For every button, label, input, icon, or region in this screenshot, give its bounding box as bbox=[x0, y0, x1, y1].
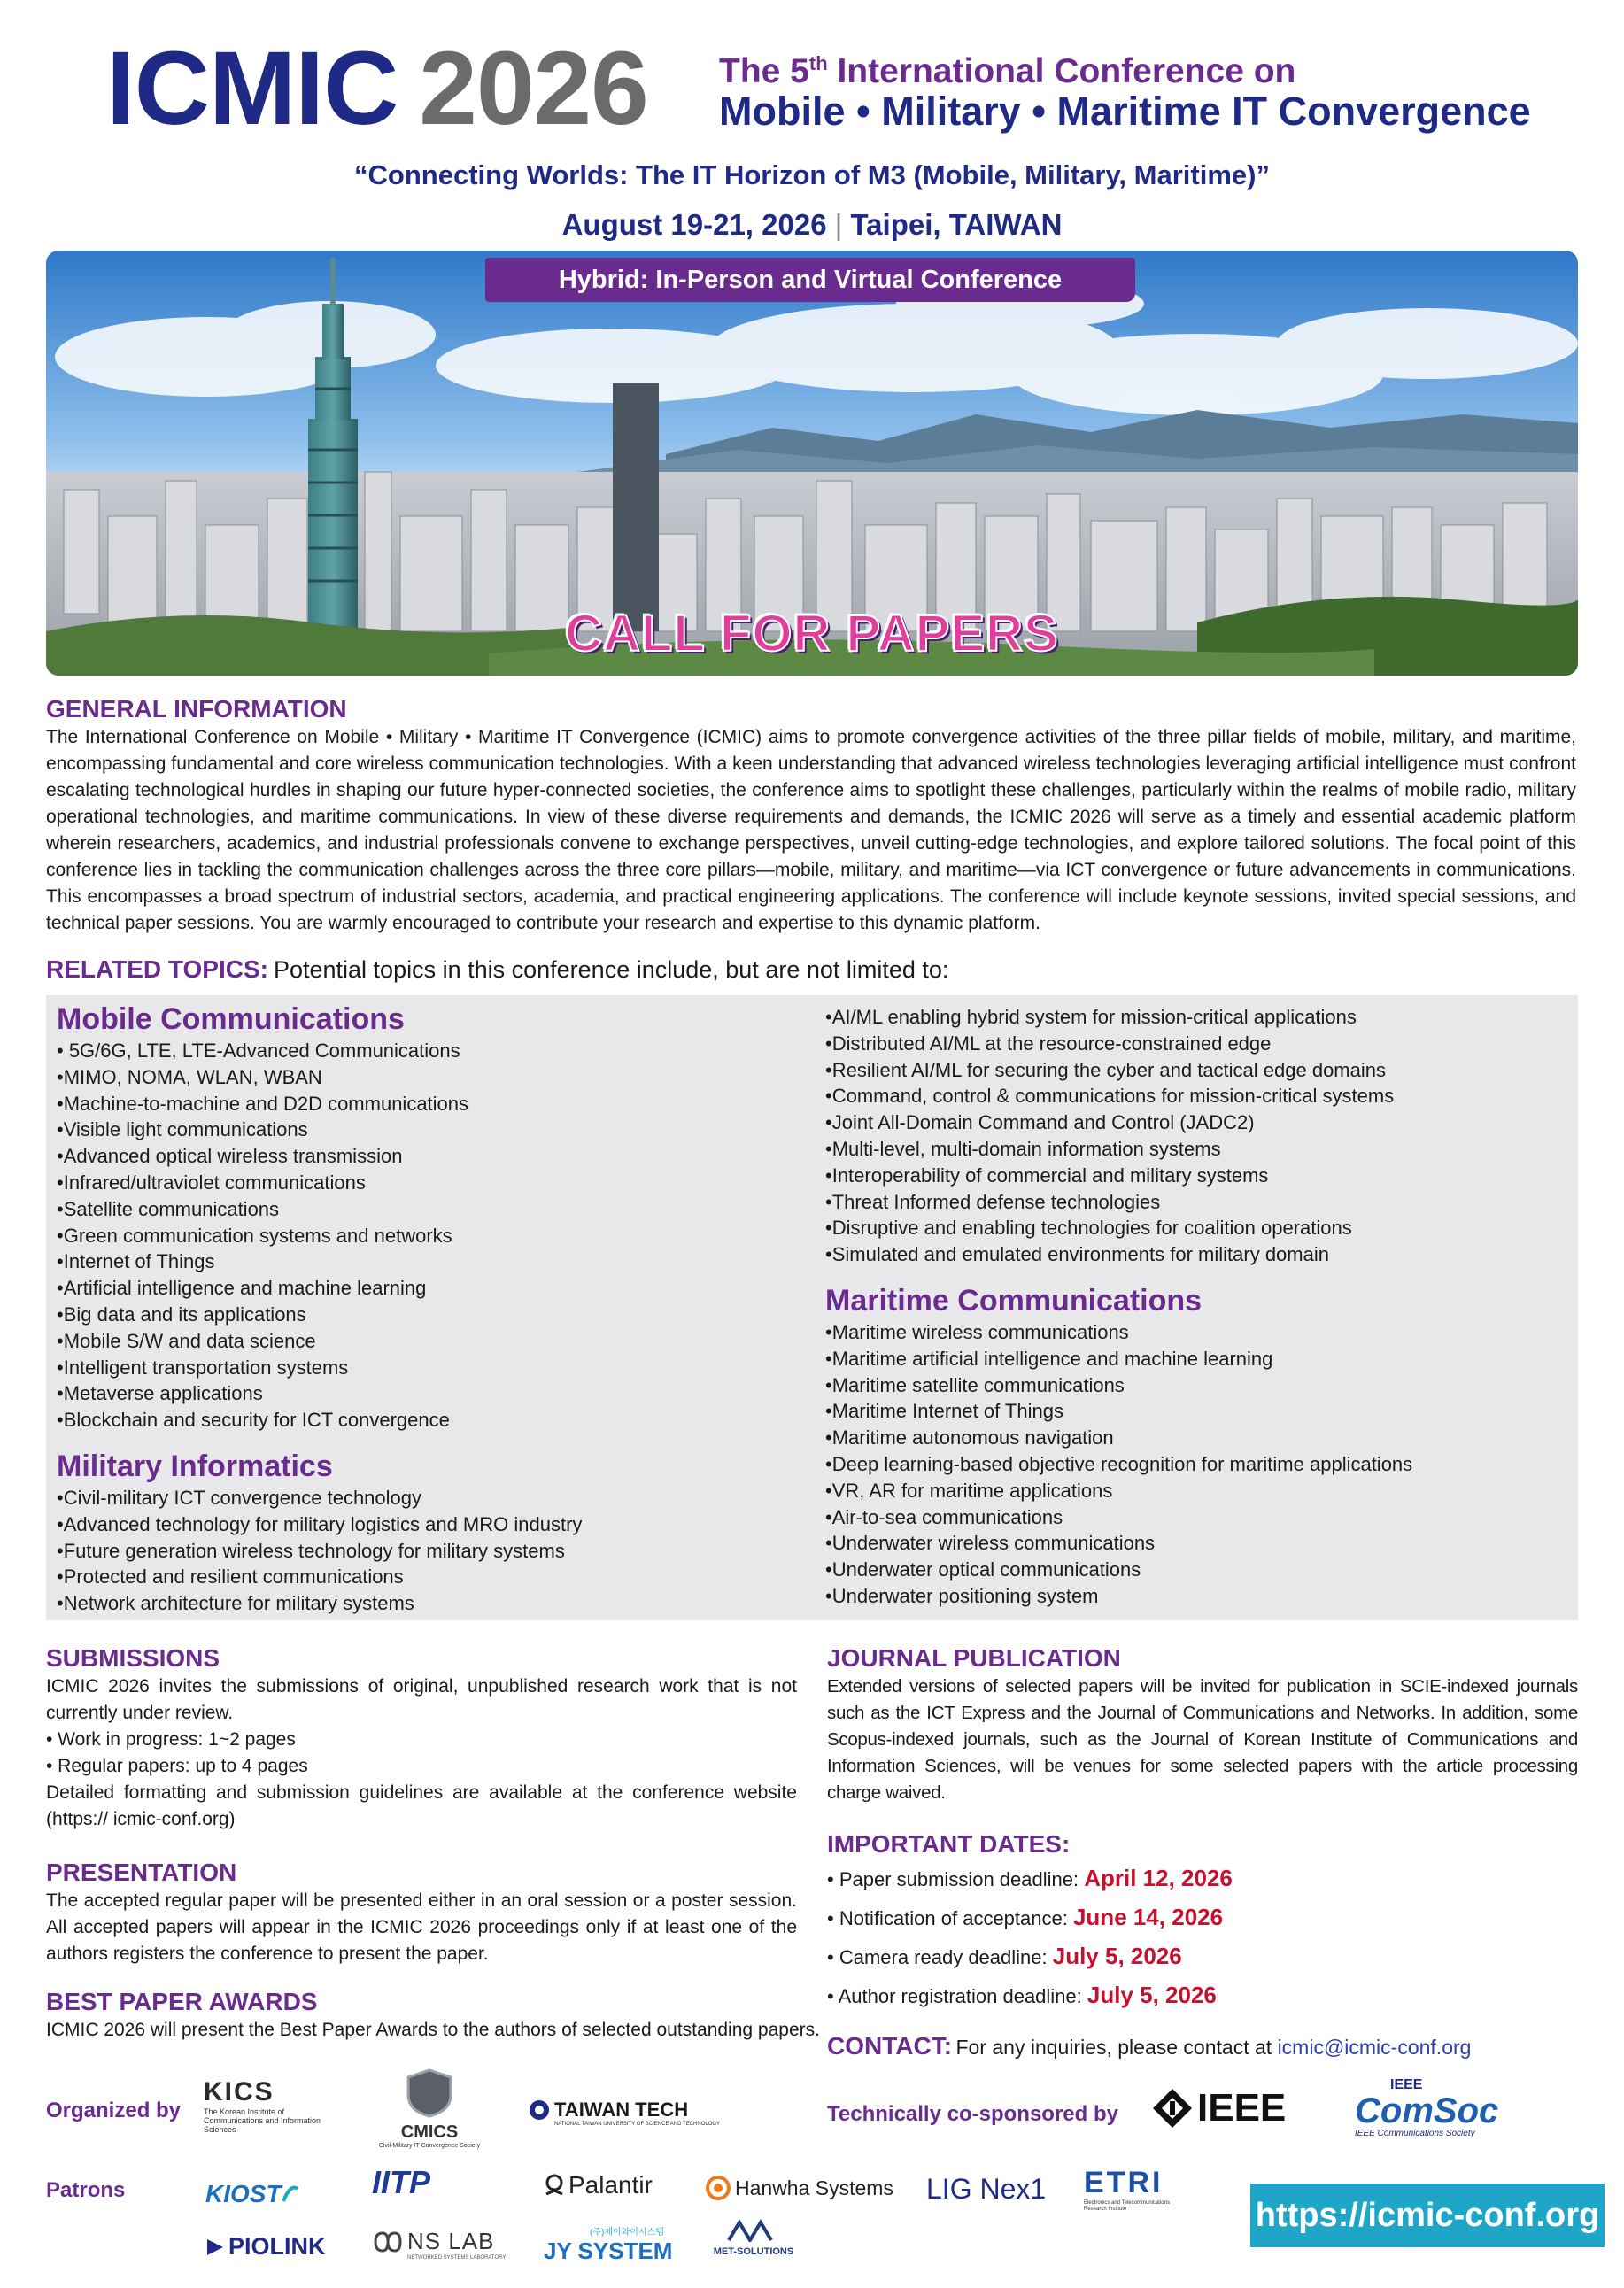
comsoc-text: ComSoc bbox=[1355, 2091, 1499, 2130]
nslab-subtext: NETWORKED SYSTEMS LABORATORY bbox=[407, 2255, 507, 2261]
topics-right-column bbox=[825, 1004, 1569, 1610]
cmics-logo bbox=[372, 2068, 487, 2157]
hanwha-text: Hanwha Systems bbox=[735, 2176, 893, 2199]
best-paper-body: ICMIC 2026 will present the Best Paper Awards to the authors of selected outstanding papers. bbox=[46, 2020, 820, 2040]
comsoc-subtext: IEEE Communications Society bbox=[1355, 2129, 1475, 2138]
jysystem-kr-text: (주)제이와이시스템 bbox=[590, 2228, 664, 2238]
mobile-communications-title: Mobile Communications bbox=[57, 1002, 405, 1036]
related-topics-intro: Potential topics in this conference include, but are not limited to: bbox=[273, 956, 949, 983]
lower-left-column bbox=[46, 1643, 820, 2044]
met-solutions-text: MET-SOLUTIONS bbox=[713, 2246, 794, 2257]
lignex1-logo bbox=[926, 2173, 1046, 2206]
list-item: •Disruptive and enabling technologies for coalition operations bbox=[825, 1217, 1352, 1240]
list-item: •Future generation wireless technology for military systems bbox=[57, 1539, 565, 1562]
list-item: •Deep learning-based objective recognition for maritime applications bbox=[825, 1452, 1413, 1475]
comsoc-ieee-text: IEEE bbox=[1390, 2077, 1423, 2092]
journal-body: Extended versions of selected papers will be invited for publication in SCIE-indexed journals such as the ICT Express and the Journal of Communications and Networks. In addition, some Scopus-indexed journals, such as the Journal of Korean Institute of Communications and Information Sciences, will be venues for some selected papers with the article processing charge waived. bbox=[827, 1676, 1578, 1803]
conference-date-location bbox=[0, 205, 1624, 244]
conference-name: Mobile • Military • Maritime IT Convergence bbox=[719, 89, 1531, 134]
list-item: •Distributed AI/ML at the resource-constrained edge bbox=[825, 1032, 1272, 1055]
comsoc-logo bbox=[1355, 2077, 1523, 2138]
contact-email-link[interactable]: icmic@icmic-conf.org bbox=[1277, 2036, 1472, 2059]
date-separator: | bbox=[826, 208, 851, 241]
list-item: •VR, AR for maritime applications bbox=[825, 1479, 1113, 1502]
conference-location: Taipei, TAIWAN bbox=[850, 208, 1063, 241]
list-item: •Maritime artificial intelligence and machine learning bbox=[825, 1347, 1273, 1370]
list-item: •Maritime satellite communications bbox=[825, 1373, 1125, 1396]
kiost-text: KIOST bbox=[205, 2180, 282, 2207]
submissions-intro: ICMIC 2026 invites the submissions of original, unpublished research work that is not currently under review. bbox=[46, 1676, 797, 1723]
list-item: •Underwater positioning system bbox=[825, 1584, 1099, 1607]
etri-logo bbox=[1084, 2166, 1181, 2213]
etri-text: ETRI bbox=[1084, 2166, 1164, 2199]
list-item: •Machine-to-machine and D2D communications bbox=[57, 1092, 469, 1115]
list-item: •Maritime wireless communications bbox=[825, 1320, 1129, 1343]
contact-heading: CONTACT: bbox=[827, 2032, 953, 2060]
ieee-logo bbox=[1151, 2086, 1286, 2130]
palantir-logo bbox=[544, 2171, 653, 2199]
logo-year: 2026 bbox=[419, 30, 648, 147]
list-item: •Green communication systems and networks bbox=[57, 1224, 452, 1247]
date-item-registration bbox=[827, 1976, 1578, 2015]
palantir-text: Palantir bbox=[568, 2171, 653, 2199]
maritime-topics-list bbox=[825, 1319, 1569, 1610]
list-item: •Maritime autonomous navigation bbox=[825, 1426, 1114, 1449]
taiwan-tech-logo bbox=[528, 2099, 740, 2127]
list-item: •Visible light communications bbox=[57, 1118, 308, 1141]
list-item: •Resilient AI/ML for securing the cyber and tactical edge domains bbox=[825, 1058, 1386, 1081]
list-item: •Threat Informed defense technologies bbox=[825, 1190, 1161, 1213]
list-item: •Satellite communications bbox=[57, 1197, 280, 1220]
maritime-communications-title: Maritime Communications bbox=[825, 1283, 1203, 1318]
list-item: •Joint All-Domain Command and Control (JADC2) bbox=[825, 1111, 1255, 1134]
general-info-heading: GENERAL INFORMATION bbox=[46, 695, 347, 723]
list-item: •Air-to-sea communications bbox=[825, 1505, 1063, 1528]
conf-sup: th bbox=[808, 52, 828, 74]
date-value: June 14, 2026 bbox=[1072, 1904, 1224, 1930]
date-label: • Author registration deadline: bbox=[827, 1985, 1087, 2007]
general-info-body: The International Conference on Mobile • Military • Maritime IT Convergence (ICMIC) aims to promote convergence activities of the three pillar fields of mobile, military, and maritime, encompassing fundamental and core wireless communication technologies. With a keen understanding that advanced wireless technologies leveraging artificial intelligence must confront escalating technological hurdles in shaping our future hyper-connected societies, the conference aims to spotlight these challenges, particularly within the realms of mobile radio, military operational technologies, and maritime communications. In view of these diverse requirements and demands, the ICMIC 2026 will serve as a timely and essential academic platform wherein researchers, academics, and industrial professionals convene to exchange perspectives, unveil cutting-edge technologies, and explore tailored solutions. The focal point of this conference lies in tackling the communication challenges across the three core pillars—mobile, military, and maritime—via ICT convergence or future advancements in communications. This encompasses a broad spectrum of industrial sectors, academia, and practical engineering applications. The conference will include keynote sessions, invited special sessions, and technical paper sessions. You are warmly encouraged to contribute your research and expertise to this dynamic platform. bbox=[46, 727, 1576, 933]
conference-theme: “Connecting Worlds: The IT Horizon of M3 (Mobile, Military, Maritime)” bbox=[354, 159, 1270, 190]
co-sponsored-label: Technically co-sponsored by bbox=[827, 2102, 1118, 2126]
date-value: July 5, 2026 bbox=[1087, 1982, 1217, 2008]
military-topics-list-cont bbox=[825, 1004, 1569, 1268]
list-item: •Infrared/ultraviolet communications bbox=[57, 1171, 366, 1194]
list-item: •AI/ML enabling hybrid system for mission-critical applications bbox=[825, 1006, 1357, 1028]
kics-logo-text: KICS bbox=[204, 2077, 275, 2106]
list-item: • 5G/6G, LTE, LTE-Advanced Communications bbox=[57, 1040, 460, 1062]
date-label: • Notification of acceptance: bbox=[827, 1907, 1073, 1929]
submissions-item-regular: • Regular papers: up to 4 pages bbox=[46, 1756, 308, 1776]
conference-date: August 19-21, 2026 bbox=[561, 208, 827, 241]
kics-logo-subtext: The Korean Institute of Communications and Information Sciences bbox=[204, 2107, 321, 2134]
conference-logo-title bbox=[106, 27, 648, 151]
date-label: • Paper submission deadline: bbox=[827, 1868, 1085, 1890]
nslab-logo bbox=[372, 2228, 506, 2261]
list-item: •Interoperability of commercial and military systems bbox=[825, 1163, 1269, 1187]
contact-line bbox=[827, 2031, 1578, 2061]
organized-by-label: Organized by bbox=[46, 2099, 182, 2122]
cmics-logo-text: CMICS bbox=[400, 2122, 459, 2142]
cmics-logo-subtext: Civil-Military IT Convergence Society bbox=[378, 2143, 481, 2149]
piolink-arrow-icon bbox=[205, 2238, 225, 2257]
patrons-label: Patrons bbox=[46, 2178, 126, 2202]
list-item: •Artificial intelligence and machine learning bbox=[57, 1277, 427, 1300]
nslab-text: NS LAB bbox=[407, 2228, 495, 2254]
date-value: April 12, 2026 bbox=[1084, 1865, 1233, 1891]
met-solutions-logo bbox=[705, 2219, 802, 2257]
jysystem-logo bbox=[544, 2224, 672, 2265]
contact-text: For any inquiries, please contact at bbox=[955, 2036, 1278, 2059]
palantir-icon bbox=[544, 2173, 565, 2198]
nslab-infinity-icon bbox=[372, 2230, 404, 2254]
list-item: •Civil-military ICT convergence technology bbox=[57, 1486, 422, 1509]
date-label: • Camera ready deadline: bbox=[827, 1946, 1053, 1968]
cmics-shield-icon bbox=[405, 2068, 454, 2118]
kics-logo bbox=[204, 2077, 336, 2145]
date-item-submission bbox=[827, 1859, 1578, 1898]
list-item: •Network architecture for military systems bbox=[57, 1592, 414, 1615]
hanwha-logo bbox=[705, 2175, 893, 2201]
topics-left-column bbox=[57, 1001, 818, 1617]
lower-right-column bbox=[827, 1643, 1578, 2061]
jysystem-text: JY SYSTEM bbox=[544, 2238, 673, 2264]
ieee-text: IEEE bbox=[1197, 2086, 1287, 2130]
mobile-topics-list bbox=[57, 1038, 818, 1434]
iitp-logo bbox=[372, 2164, 430, 2201]
logo-word: ICMIC bbox=[106, 30, 398, 147]
list-item: •Big data and its applications bbox=[57, 1302, 306, 1326]
conf-prefix: The 5 bbox=[719, 52, 809, 90]
kiost-wave-icon bbox=[282, 2184, 299, 2205]
hybrid-conference-banner: Hybrid: In-Person and Virtual Conference bbox=[485, 258, 1135, 302]
list-item: •Underwater optical communications bbox=[825, 1558, 1141, 1581]
date-item-camera-ready bbox=[827, 1937, 1578, 1976]
ieee-diamond-icon bbox=[1151, 2087, 1194, 2130]
list-item: •Mobile S/W and data science bbox=[57, 1329, 316, 1352]
list-item: •Underwater wireless communications bbox=[825, 1532, 1156, 1555]
piolink-text: PIOLINK bbox=[228, 2233, 326, 2260]
list-item: •Protected and resilient communications bbox=[57, 1565, 404, 1588]
list-item: •Intelligent transportation systems bbox=[57, 1356, 349, 1379]
date-item-notification bbox=[827, 1898, 1578, 1937]
call-for-papers-title: CALL FOR PAPERS bbox=[565, 605, 1059, 662]
lignex1-text: LIG Nex1 bbox=[926, 2173, 1047, 2205]
list-item: •Internet of Things bbox=[57, 1250, 215, 1273]
list-item: •Advanced technology for military logistics and MRO industry bbox=[57, 1512, 583, 1535]
related-topics-heading: RELATED TOPICS: bbox=[46, 955, 268, 983]
journal-heading: JOURNAL PUBLICATION bbox=[827, 1644, 1121, 1672]
list-item: •Maritime Internet of Things bbox=[825, 1400, 1063, 1423]
list-item: •Command, control & communications for mission-critical systems bbox=[825, 1085, 1395, 1108]
related-topics-header bbox=[46, 955, 1578, 985]
military-topics-list bbox=[57, 1485, 818, 1617]
taiwan-tech-row bbox=[528, 2099, 740, 2122]
presentation-heading: PRESENTATION bbox=[46, 1859, 237, 1886]
list-item: •Metaverse applications bbox=[57, 1382, 263, 1405]
etri-subtext: Electronics and Telecommunications Research Institute bbox=[1084, 2200, 1170, 2212]
best-paper-heading: BEST PAPER AWARDS bbox=[46, 1988, 318, 2015]
important-dates-heading: IMPORTANT DATES: bbox=[827, 1830, 1071, 1858]
list-item: •Simulated and emulated environments for military domain bbox=[825, 1243, 1329, 1266]
date-value: July 5, 2026 bbox=[1052, 1943, 1182, 1969]
hanwha-flame-icon bbox=[705, 2175, 731, 2201]
submissions-item-progress: • Work in progress: 1~2 pages bbox=[46, 1729, 296, 1750]
submissions-heading: SUBMISSIONS bbox=[46, 1644, 220, 1672]
conf-suffix: International Conference on bbox=[827, 52, 1296, 90]
topics-panel bbox=[46, 995, 1578, 1620]
piolink-logo bbox=[205, 2233, 326, 2261]
taiwan-tech-text: TAIWAN TECH bbox=[554, 2099, 689, 2121]
taiwan-tech-emblem-icon bbox=[528, 2099, 551, 2122]
met-solutions-icon bbox=[727, 2219, 780, 2242]
list-item: •Advanced optical wireless transmission bbox=[57, 1145, 403, 1168]
iitp-text: IITP bbox=[372, 2164, 431, 2200]
military-informatics-title: Military Informatics bbox=[57, 1449, 333, 1483]
list-item: •MIMO, NOMA, WLAN, WBAN bbox=[57, 1065, 322, 1088]
presentation-body: The accepted regular paper will be presented either in an oral session or a poster session. All accepted papers will appear in the ICMIC 2026 proceedings only if at least one of the authors registers the conference to present the paper. bbox=[46, 1890, 797, 1964]
taiwan-tech-subtext: NATIONAL TAIWAN UNIVERSITY OF SCIENCE AND TECHNOLOGY bbox=[554, 2122, 721, 2127]
submissions-guidelines: Detailed formatting and submission guidelines are available at the conference website (https:// icmic-conf.org) bbox=[46, 1782, 797, 1829]
list-item: •Blockchain and security for ICT convergence bbox=[57, 1409, 450, 1432]
list-item: •Multi-level, multi-domain information systems bbox=[825, 1137, 1221, 1160]
nslab-row bbox=[372, 2228, 506, 2255]
kiost-logo bbox=[205, 2180, 299, 2208]
website-url-link[interactable]: https://icmic-conf.org bbox=[1250, 2184, 1605, 2247]
conference-ordinal-line bbox=[719, 43, 1605, 93]
